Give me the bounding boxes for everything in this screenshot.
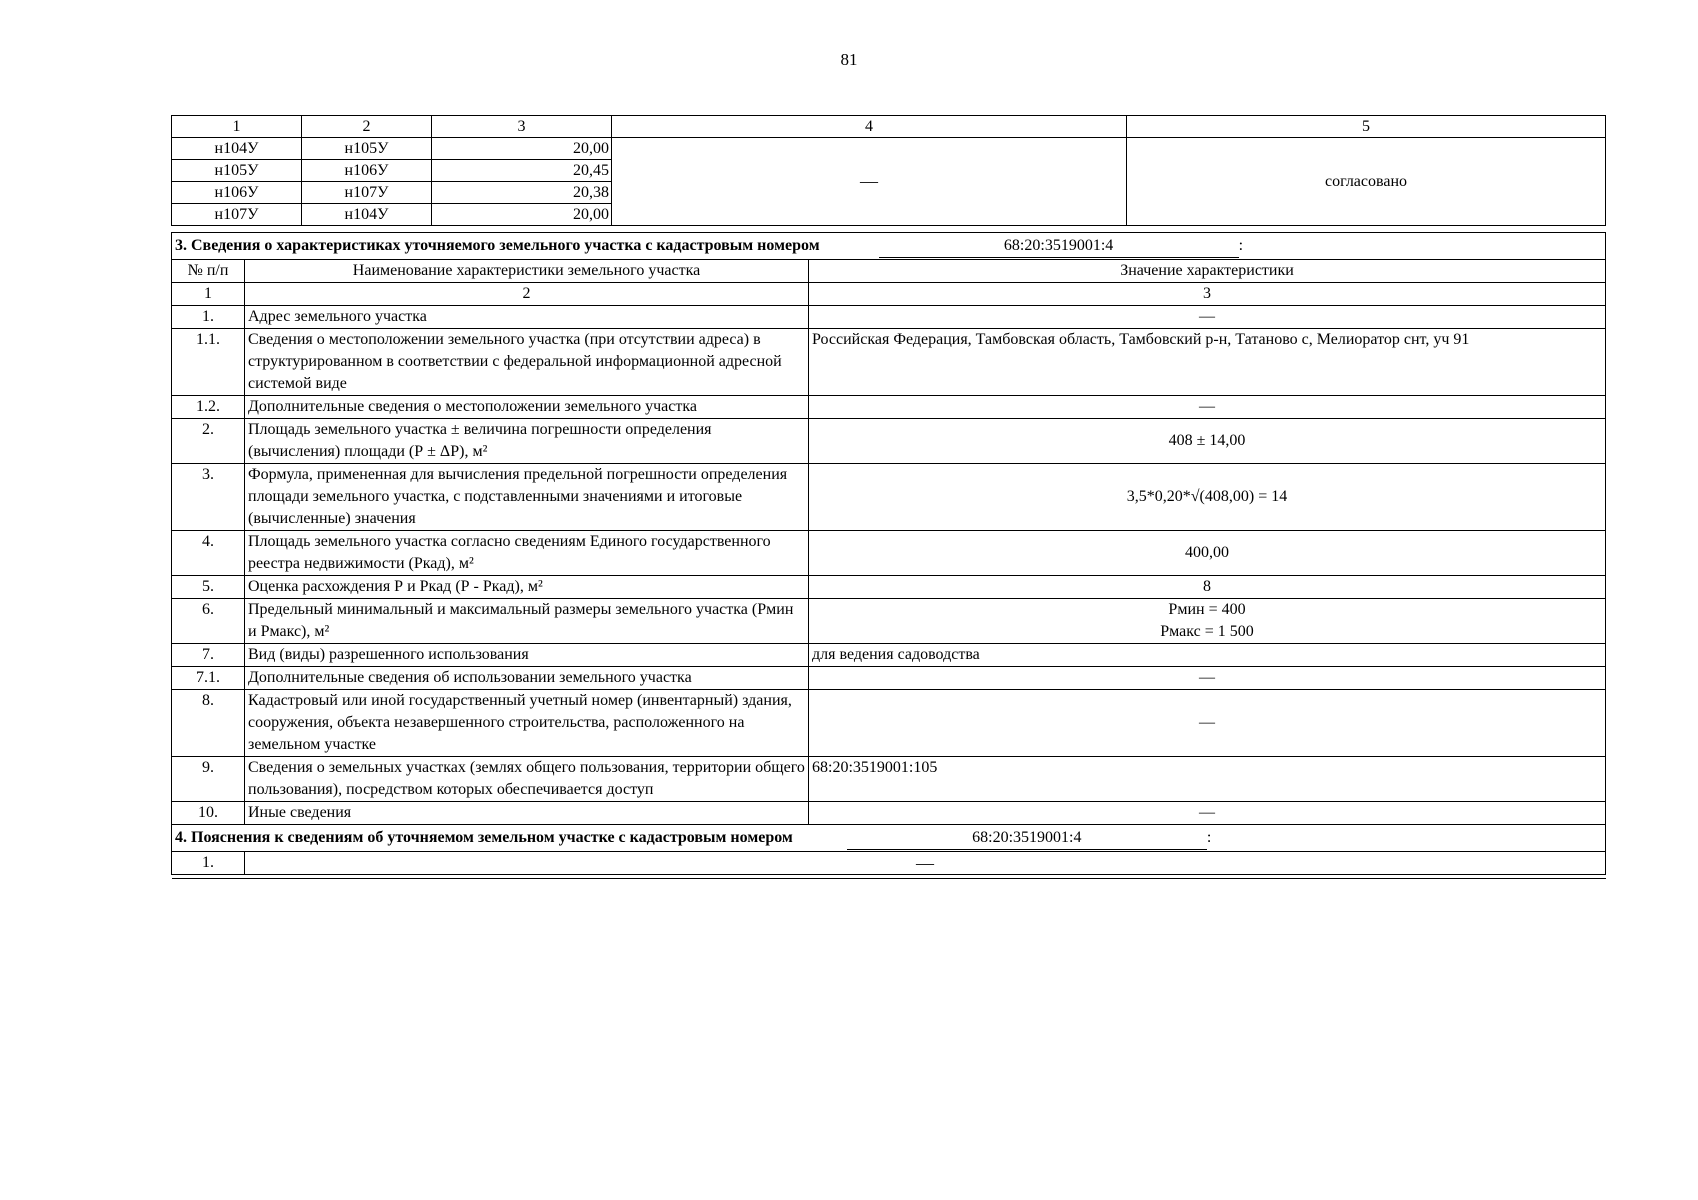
row-value-min: Рмин = 400 bbox=[1168, 601, 1246, 618]
table-row bbox=[172, 464, 1606, 531]
col-header-number: № п/п bbox=[172, 260, 245, 283]
row-name: Вид (виды) разрешенного использования bbox=[245, 644, 809, 667]
row-number: 9. bbox=[172, 757, 245, 802]
row-value: — bbox=[809, 306, 1606, 329]
table-row bbox=[172, 690, 1606, 757]
section-4-title bbox=[172, 825, 1606, 852]
section-4-title-text: 4. Пояснения к сведениям об уточняемом земельном участке с кадастровым номером bbox=[175, 828, 793, 846]
section-3-title bbox=[172, 233, 1606, 260]
table-row bbox=[172, 802, 1606, 825]
col-header: 3 bbox=[432, 116, 612, 138]
row-value: — bbox=[809, 396, 1606, 419]
row-value: 8 bbox=[809, 576, 1606, 599]
point-from: н104У bbox=[172, 138, 302, 160]
table-row bbox=[172, 419, 1606, 464]
section-title-row bbox=[172, 825, 1606, 852]
row-value-max: Рмакс = 1 500 bbox=[1160, 623, 1254, 640]
col4-value: — bbox=[612, 138, 1127, 226]
row-value: — bbox=[809, 802, 1606, 825]
page-number: 81 bbox=[840, 50, 858, 69]
point-to: н105У bbox=[302, 138, 432, 160]
segment-length: 20,38 bbox=[432, 182, 612, 204]
boundary-agreement-table bbox=[171, 115, 1606, 226]
table-header-row bbox=[172, 260, 1606, 283]
row-value: 400,00 bbox=[809, 531, 1606, 576]
bottom-rule-row bbox=[172, 875, 1606, 879]
table-row bbox=[172, 396, 1606, 419]
row-number: 1.2. bbox=[172, 396, 245, 419]
section-4-cadastral-number: 68:20:3519001:4 bbox=[847, 827, 1207, 850]
row-name: Кадастровый или иной государственный учетный номер (инвентарный) здания, сооружения, объекта незавершенного строительства, расположенного на земельном участке bbox=[245, 690, 809, 757]
row-value: — bbox=[809, 690, 1606, 757]
row-name: Сведения о земельных участках (землях общего пользования, территории общего пользования), посредством которых обеспечивается доступ bbox=[245, 757, 809, 802]
agreement-status: согласовано bbox=[1127, 138, 1606, 226]
section-title-row bbox=[172, 233, 1606, 260]
table-row bbox=[172, 138, 1606, 160]
row-value: 68:20:3519001:105 bbox=[809, 757, 1606, 802]
table-row bbox=[172, 306, 1606, 329]
col-header: 2 bbox=[302, 116, 432, 138]
row-name: Оценка расхождения Р и Ркад (Р - Ркад), м² bbox=[245, 576, 809, 599]
row-number: 8. bbox=[172, 690, 245, 757]
row-number: 1.1. bbox=[172, 329, 245, 396]
column-number-row bbox=[172, 283, 1606, 306]
point-to: н107У bbox=[302, 182, 432, 204]
col-number: 2 bbox=[245, 283, 809, 306]
section-3-colon: : bbox=[1238, 236, 1244, 254]
section-3-cadastral-number: 68:20:3519001:4 bbox=[879, 235, 1239, 258]
point-to: н106У bbox=[302, 160, 432, 182]
col-header: 5 bbox=[1127, 116, 1606, 138]
row-value: Российская Федерация, Тамбовская область, Тамбовский р-н, Татаново с, Мелиоратор снт, уч 91 bbox=[809, 329, 1606, 396]
row-number: 7. bbox=[172, 644, 245, 667]
point-from: н105У bbox=[172, 160, 302, 182]
row-number: 2. bbox=[172, 419, 245, 464]
row-number: 1. bbox=[172, 306, 245, 329]
table-row bbox=[172, 531, 1606, 576]
row-value: — bbox=[809, 667, 1606, 690]
row-name: Дополнительные сведения о местоположении земельного участка bbox=[245, 396, 809, 419]
table-row bbox=[172, 852, 1606, 875]
section-4-colon: : bbox=[1206, 828, 1212, 846]
characteristics-table bbox=[171, 232, 1606, 879]
bottom-rule bbox=[172, 875, 1606, 879]
row-value-min-max bbox=[809, 599, 1606, 644]
table-row bbox=[172, 329, 1606, 396]
row-value: для ведения садоводства bbox=[809, 644, 1606, 667]
segment-length: 20,00 bbox=[432, 138, 612, 160]
segment-length: 20,00 bbox=[432, 204, 612, 226]
row-name: Адрес земельного участка bbox=[245, 306, 809, 329]
row-number: 3. bbox=[172, 464, 245, 531]
row-value: 408 ± 14,00 bbox=[809, 419, 1606, 464]
row-name: Площадь земельного участка ± величина погрешности определения (вычисления) площади (Р ± ΔР), м² bbox=[245, 419, 809, 464]
point-to: н104У bbox=[302, 204, 432, 226]
col-header: 4 bbox=[612, 116, 1127, 138]
table-row bbox=[172, 667, 1606, 690]
table-header-row bbox=[172, 116, 1606, 138]
row-number: 4. bbox=[172, 531, 245, 576]
table-row bbox=[172, 599, 1606, 644]
point-from: н107У bbox=[172, 204, 302, 226]
row-number: 10. bbox=[172, 802, 245, 825]
row-name: Сведения о местоположении земельного участка (при отсутствии адреса) в структурированном в соответствии с федеральной информационной адресной системой виде bbox=[245, 329, 809, 396]
row-name: Предельный минимальный и максимальный размеры земельного участка (Рмин и Рмакс), м² bbox=[245, 599, 809, 644]
point-from: н106У bbox=[172, 182, 302, 204]
col-header-value: Значение характеристики bbox=[809, 260, 1606, 283]
row-name: Формула, примененная для вычисления предельной погрешности определения площади земельного участка, с подставленными значениями и итоговые (вычисленные) значения bbox=[245, 464, 809, 531]
section-3-title-text: 3. Сведения о характеристиках уточняемого земельного участка с кадастровым номером bbox=[175, 236, 820, 254]
row-value: 3,5*0,20*√(408,00) = 14 bbox=[809, 464, 1606, 531]
row-number: 6. bbox=[172, 599, 245, 644]
row-number: 5. bbox=[172, 576, 245, 599]
col-number: 1 bbox=[172, 283, 245, 306]
row-name: Площадь земельного участка согласно сведениям Единого государственного реестра недвижимости (Ркад), м² bbox=[245, 531, 809, 576]
row-name: Дополнительные сведения об использовании земельного участка bbox=[245, 667, 809, 690]
table-row bbox=[172, 757, 1606, 802]
row-number: 1. bbox=[172, 852, 245, 875]
table-row bbox=[172, 576, 1606, 599]
row-name: Иные сведения bbox=[245, 802, 809, 825]
segment-length: 20,45 bbox=[432, 160, 612, 182]
col-number: 3 bbox=[809, 283, 1606, 306]
row-number: 7.1. bbox=[172, 667, 245, 690]
col-header-name: Наименование характеристики земельного участка bbox=[245, 260, 809, 283]
col-header: 1 bbox=[172, 116, 302, 138]
table-row bbox=[172, 644, 1606, 667]
row-value: — bbox=[245, 852, 1606, 875]
